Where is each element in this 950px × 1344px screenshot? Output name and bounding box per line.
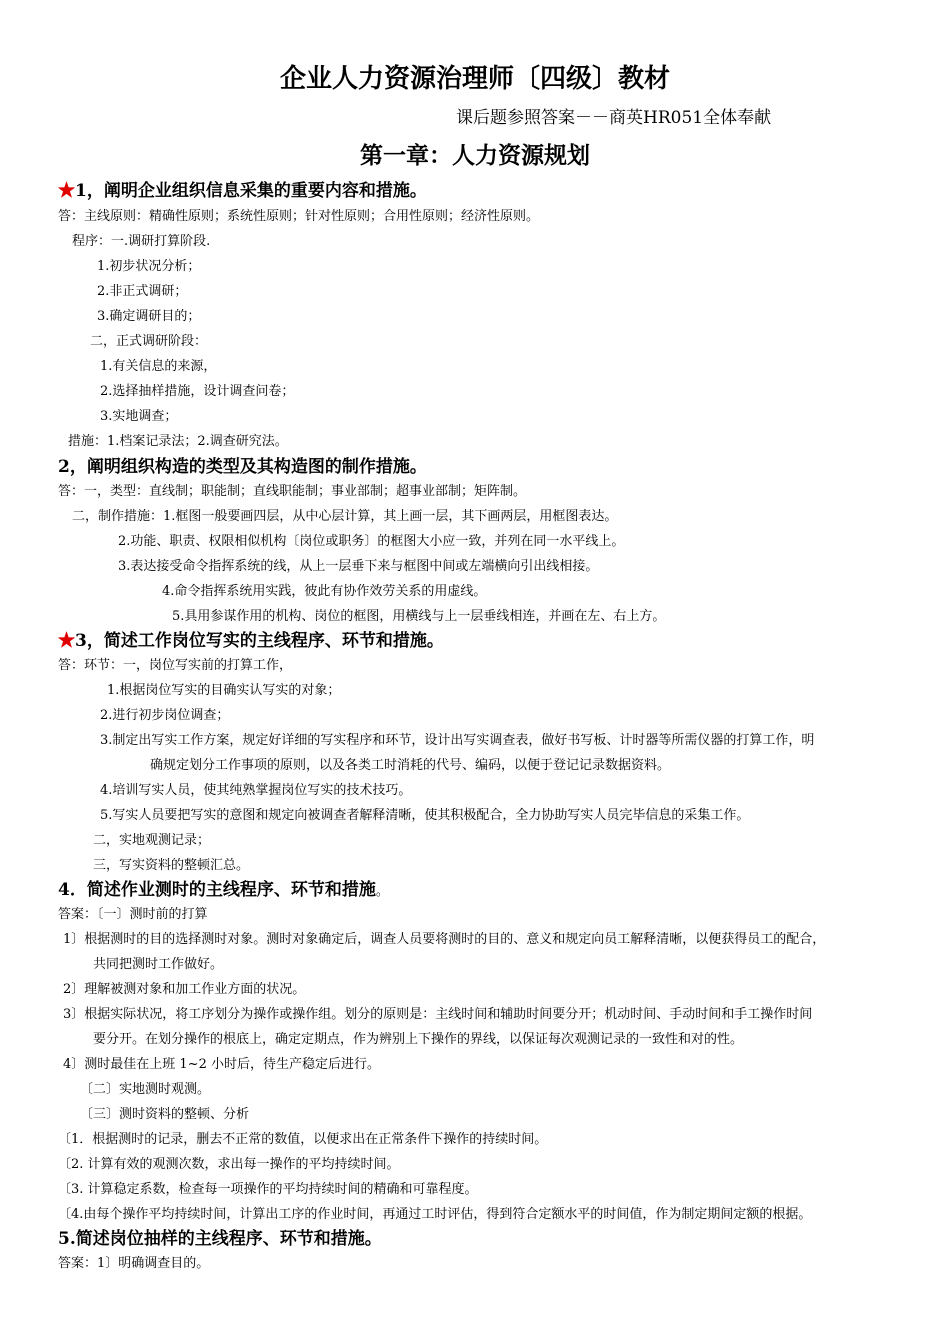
answer-line: 1.有关信息的来源， xyxy=(100,359,217,374)
answer-line: 〔2. 计算有效的观测次数，求出每一操作的平均持续时间。 xyxy=(58,1157,400,1172)
question-5-heading xyxy=(58,1228,382,1250)
answer-line: 3〕根据实际状况，将工序划分为操作或操作组。划分的原则是：主线时间和辅助时间要分开；机动时间、手动时间和手工操作时间 xyxy=(63,1007,813,1022)
answer-line: 〔4.由每个操作平均持续时间，计算出工序的作业时间，再通过工时评估，得到符合定额水平的时间值，作为制定期间定额的根据。 xyxy=(58,1207,812,1222)
question-2-title: 2，阐明组织构造的类型及其构造图的制作措施。 xyxy=(58,457,427,477)
answer-line: 二，正式调研阶段： xyxy=(90,334,208,349)
question-4-heading xyxy=(58,879,389,903)
answer-line: 4.培训写实人员，使其纯熟掌握岗位写实的技术技巧。 xyxy=(100,783,412,798)
answer-line: 2.选择抽样措施，设计调查问卷； xyxy=(100,384,295,399)
chapter-heading: 第一章：人力资源规划 xyxy=(360,142,590,169)
answer-line: 5.具用参谋作用的机构、岗位的框图，用横线与上一层垂线相连，并画在左、右上方。 xyxy=(172,609,666,624)
answer-line: 2.进行初步岗位调查； xyxy=(100,708,230,723)
question-1-title: 1，阐明企业组织信息采集的重要内容和措施。 xyxy=(75,181,427,201)
answer-line: 确规定划分工作事项的原则，以及各类工时消耗的代号、编码，以便于登记记录数据资料。 xyxy=(150,758,671,773)
answer-line: 4.命令指挥系统用实践，彼此有协作效劳关系的用虚线。 xyxy=(162,584,487,599)
answer-line: 5.写实人员要把写实的意图和规定向被调查者解释清晰，使其积极配合，全力协助写实人员完毕信息的采集工作。 xyxy=(100,808,750,823)
star-icon: ★ xyxy=(58,631,75,651)
question-3-heading xyxy=(58,630,444,652)
answer-line: 3.确定调研目的； xyxy=(97,309,201,324)
document-subtitle: 课后题参照答案－－商英HR051全体奉献 xyxy=(456,108,772,128)
answer-line: 〔二〕实地测时观测。 xyxy=(80,1082,211,1097)
answer-line: 措施：1.档案记录法；2.调查研究法。 xyxy=(68,434,288,449)
answer-line: 答：环节：一，岗位写实前的打算工作， xyxy=(58,658,293,673)
answer-line: 1.初步状况分析； xyxy=(97,259,201,274)
answer-line: 4〕测时最佳在上班 1~2 小时后，待生产稳定后进行。 xyxy=(63,1057,380,1072)
answer-line: 〔三〕测时资料的整顿、分析 xyxy=(80,1107,250,1122)
answer-line: 1.根据岗位写实的目确实认写实的对象； xyxy=(107,683,341,698)
question-3-title: 3，简述工作岗位写实的主线程序、环节和措施。 xyxy=(75,631,444,651)
answer-line: 共同把测时工作做好。 xyxy=(93,957,224,972)
answer-line: 1〕根据测时的目的选择测时对象。测时对象确定后，调查人员要将测时的目的、意义和规定向员工解释清晰，以便获得员工的配合， xyxy=(63,932,826,947)
answer-line: 答：一，类型：直线制；职能制；直线职能制；事业部制；超事业部制；矩阵制。 xyxy=(58,484,527,499)
answer-line: 3.实地调查； xyxy=(100,409,178,424)
question-5-title: 5.简述岗位抽样的主线程序、环节和措施。 xyxy=(58,1229,382,1249)
document-title: 企业人力资源治理师〔四级〕教材 xyxy=(279,64,670,94)
answer-line: 〔1．根据测时的记录，删去不正常的数值，以便求出在正常条件下操作的持续时间。 xyxy=(58,1132,548,1147)
star-icon: ★ xyxy=(58,181,75,201)
question-2-heading xyxy=(58,456,427,478)
answer-line: 3.表达接受命令指挥系统的线，从上一层垂下来与框图中间或左端横向引出线相接。 xyxy=(118,559,599,574)
answer-line: 〔3. 计算稳定系数，检查每一项操作的平均持续时间的精确和可靠程度。 xyxy=(58,1182,478,1197)
answer-line: 三，写实资料的整顿汇总。 xyxy=(93,858,250,873)
answer-line: 3.制定出写实工作方案，规定好详细的写实程序和环节，设计出写实调查表，做好书写板、计时器等所需仪器的打算工作，明 xyxy=(100,733,815,748)
answer-line: 答案：1〕明确调查目的。 xyxy=(58,1256,210,1271)
answer-line: 2.功能、职责、权限相似机构〔岗位或职务〕的框图大小应一致，并列在同一水平线上。 xyxy=(118,534,625,549)
answer-line: 答：主线原则：精确性原则；系统性原则；针对性原则；合用性原则；经济性原则。 xyxy=(58,209,540,224)
question-1-heading xyxy=(58,180,427,202)
question-4-title-end: 。 xyxy=(375,884,389,899)
answer-line: 二，实地观测记录； xyxy=(93,833,211,848)
answer-line: 答案：〔一〕测时前的打算 xyxy=(58,907,208,922)
answer-line: 程序：一.调研打算阶段. xyxy=(72,234,211,249)
answer-line: 2〕理解被测对象和加工作业方面的状况。 xyxy=(63,982,306,997)
answer-line: 二，制作措施：1.框图一般要画四层，从中心层计算，其上画一层，其下画两层，用框图表达。 xyxy=(72,509,618,524)
answer-line: 2.非正式调研； xyxy=(97,284,188,299)
question-4-title: 4．简述作业测时的主线程序、环节和措施 xyxy=(58,880,376,900)
answer-line: 要分开。在划分操作的根底上，确定定期点，作为辨别上下操作的界线，以保证每次观测记录的一致性和对的性。 xyxy=(93,1032,744,1047)
